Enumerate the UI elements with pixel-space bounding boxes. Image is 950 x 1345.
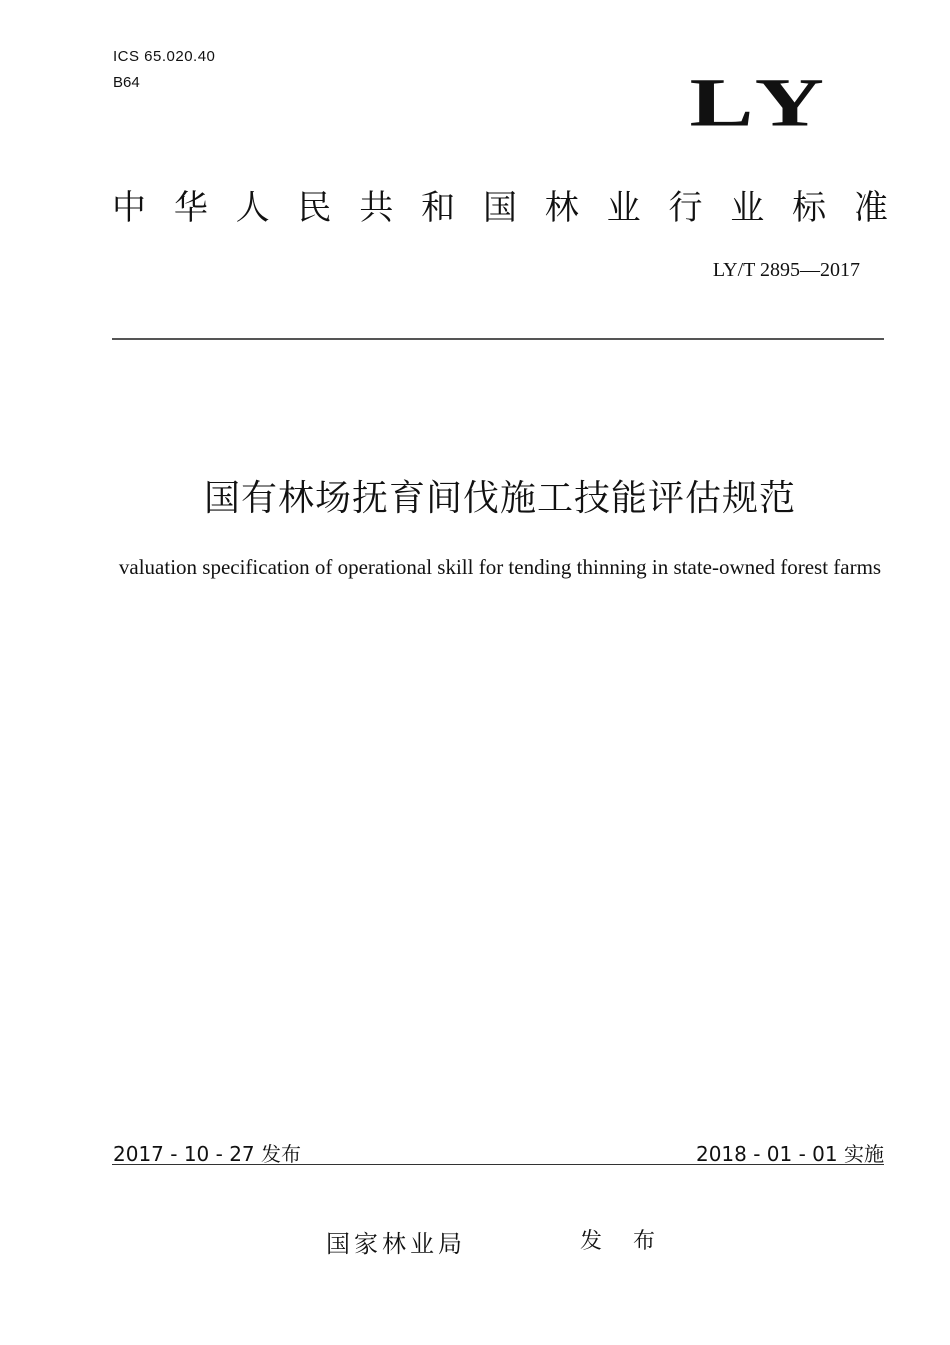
category-char: 业 bbox=[606, 188, 641, 228]
category-char: 共 bbox=[359, 188, 394, 228]
english-title: valuation specification of operational skill for tending thinning in state-owned forest farms bbox=[118, 555, 882, 579]
category-char: 标 bbox=[792, 188, 827, 228]
ics-code: ICS 65.020.40 bbox=[113, 48, 216, 65]
category-char: 中 bbox=[112, 188, 146, 228]
standard-category-title bbox=[112, 184, 888, 232]
category-char: 民 bbox=[297, 188, 332, 228]
category-char: 林 bbox=[544, 188, 579, 228]
ccs-code: B64 bbox=[113, 74, 140, 91]
top-divider bbox=[112, 338, 884, 340]
publish-label: 发 布 bbox=[580, 1229, 667, 1254]
category-char: 华 bbox=[173, 188, 208, 228]
category-char: 人 bbox=[235, 188, 270, 228]
implementation-date: 2018 - 01 - 01 实施 bbox=[695, 1142, 884, 1166]
category-char: 业 bbox=[730, 188, 765, 228]
standard-number: LY/T 2895—2017 bbox=[712, 259, 860, 281]
ly-logo: LY bbox=[689, 63, 834, 141]
bottom-divider bbox=[112, 1164, 884, 1165]
category-char: 和 bbox=[421, 188, 456, 228]
issue-date: 2017 - 10 - 27 发布 bbox=[113, 1142, 302, 1166]
category-char: 国 bbox=[482, 188, 517, 228]
category-char: 行 bbox=[668, 188, 703, 228]
issuing-authority: 国家林业局 bbox=[326, 1230, 466, 1258]
chinese-title: 国有林场抚育间伐施工技能评估规范 bbox=[203, 478, 796, 519]
category-char: 准 bbox=[853, 188, 888, 228]
